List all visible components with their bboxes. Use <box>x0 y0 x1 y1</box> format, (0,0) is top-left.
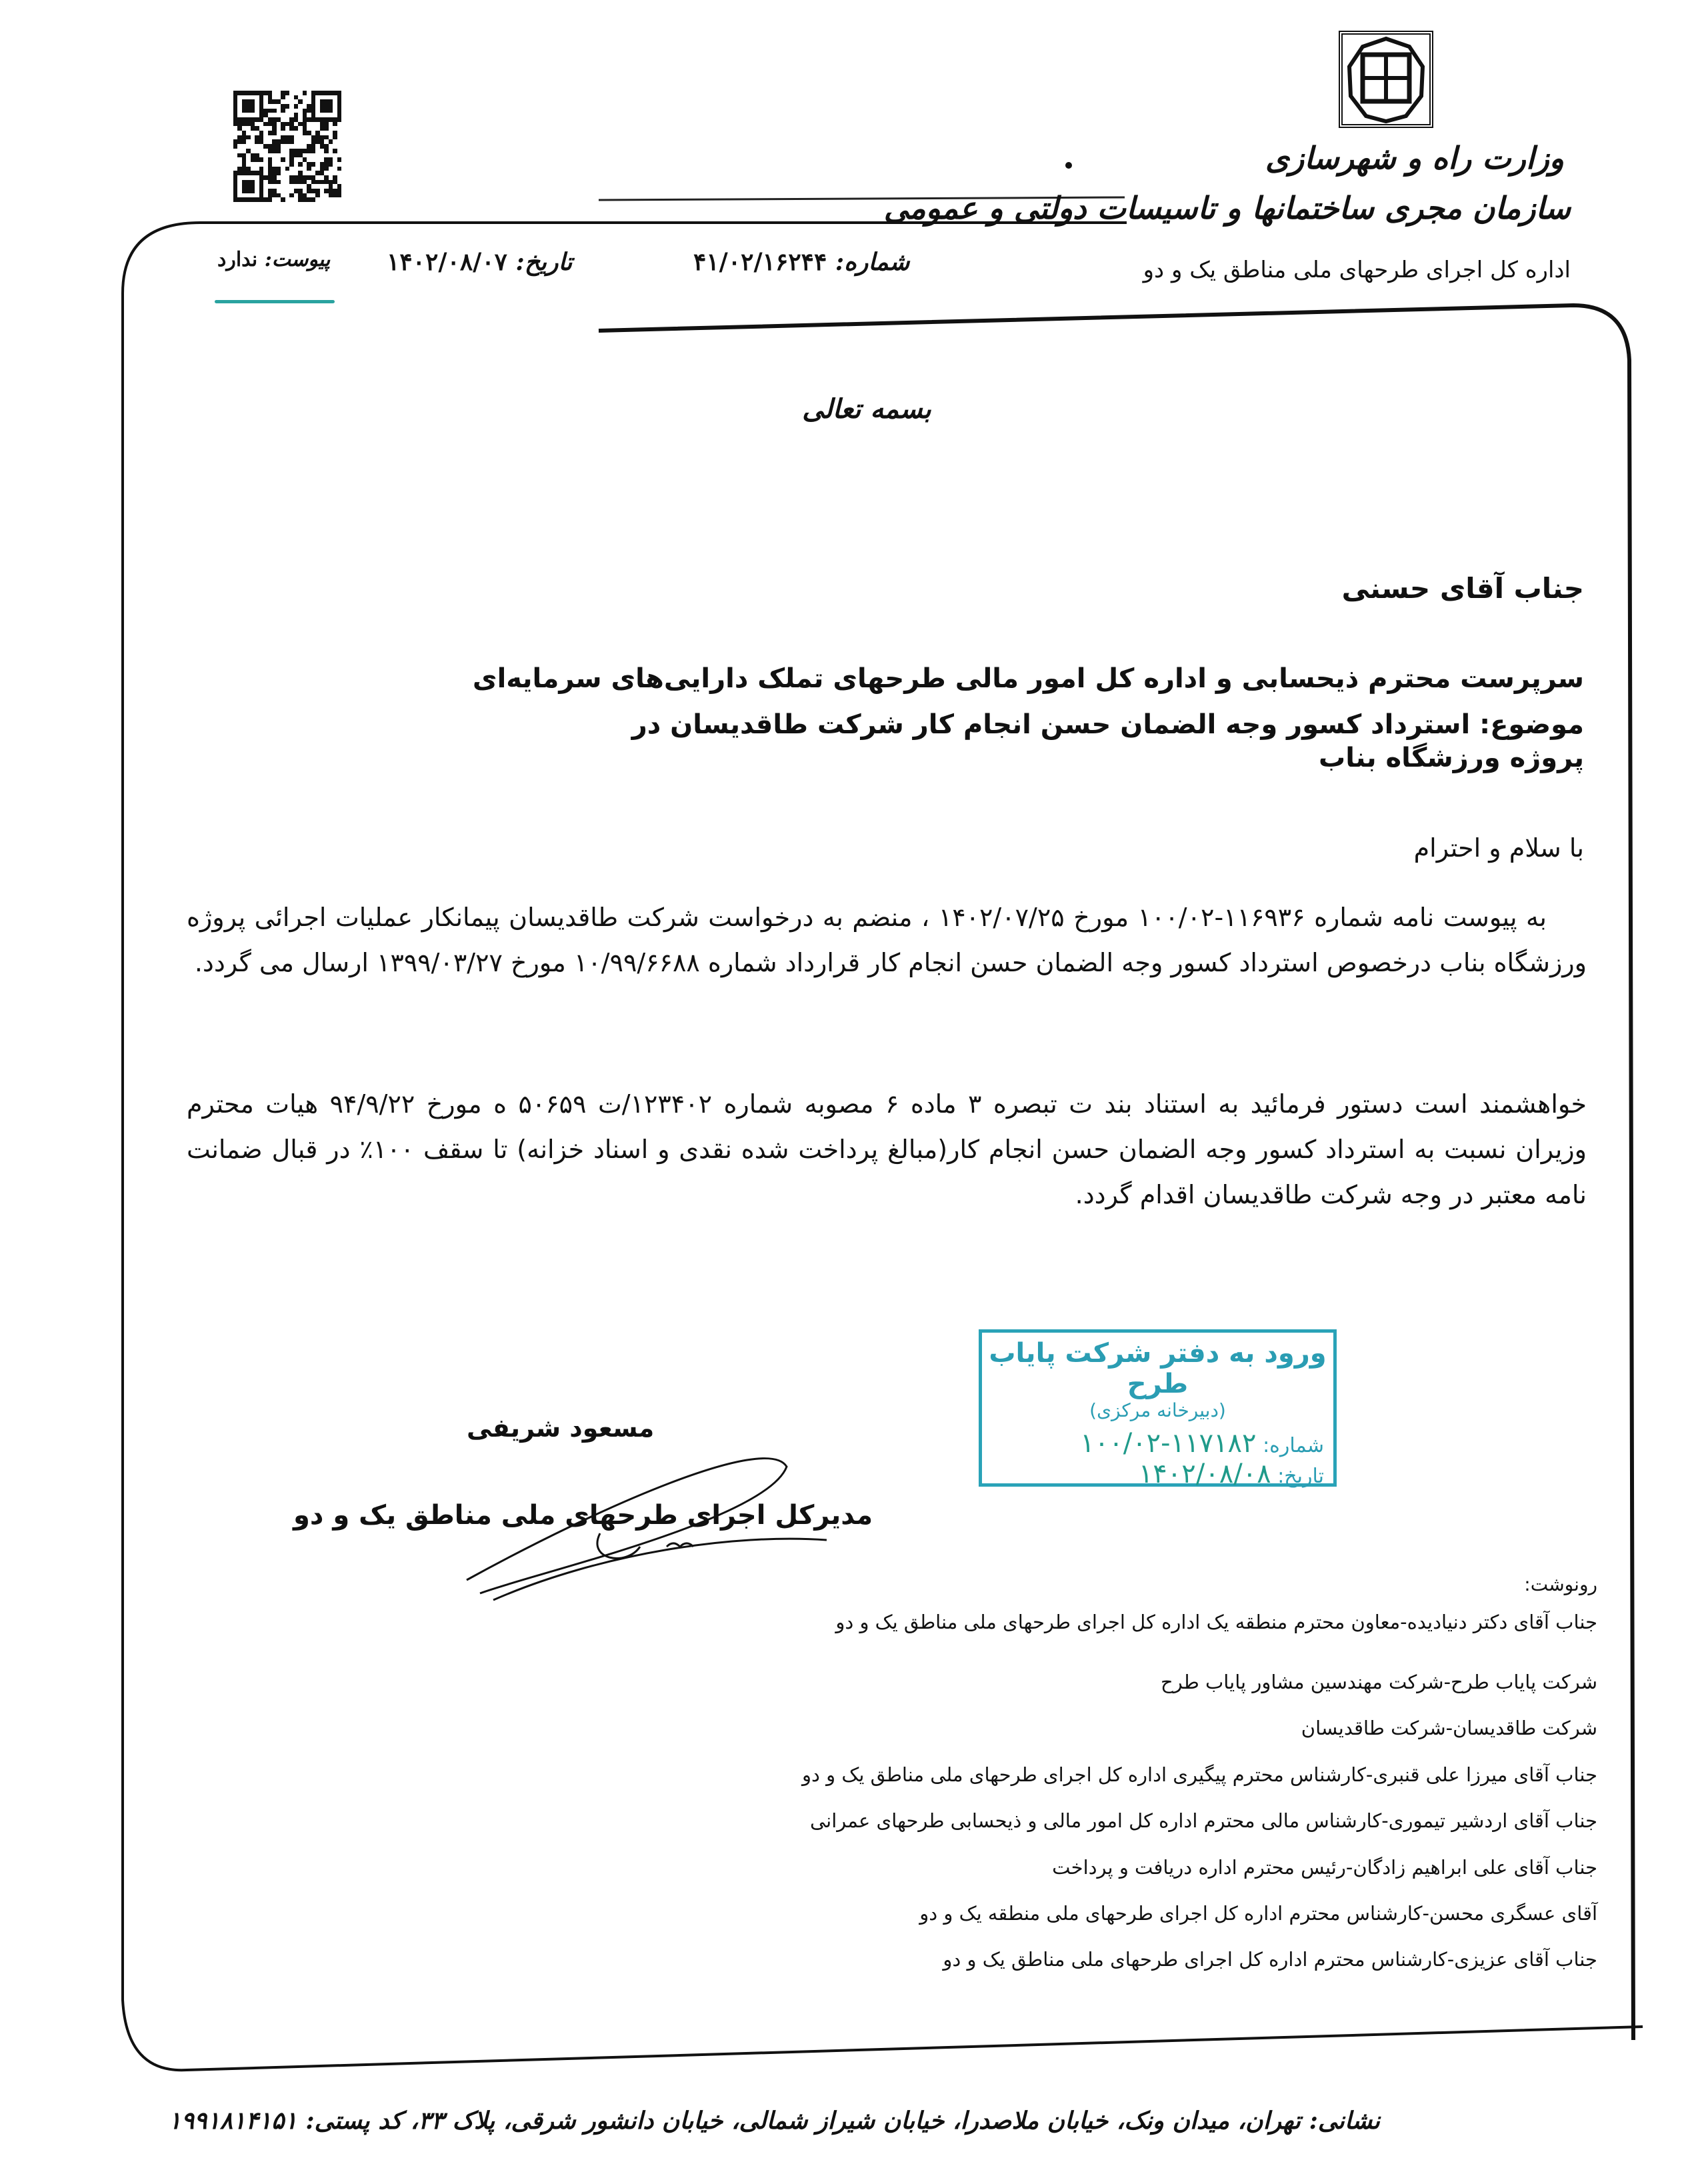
cc-item: شرکت پایاب طرح-شرکت مهندسین مشاور پایاب طرح <box>1160 1671 1597 1693</box>
ministry-logo <box>1339 31 1433 128</box>
cc-item: جناب آقای عزیزی-کارشناس محترم اداره کل اجرای طرحهای ملی مناطق یک و دو <box>943 1948 1597 1971</box>
stamp-title: ورود به دفتر شرکت پایاب طرح <box>989 1338 1327 1399</box>
stamp-date-label: تاریخ: <box>1277 1465 1324 1488</box>
subject: موضوع: استرداد کسور وجه الضمان حسن انجام کار شرکت طاقدیسان در پروژه ورزشگاه بناب <box>631 709 1584 773</box>
number-label: شماره: <box>835 248 910 276</box>
paragraph-1: به پیوست نامه شماره ۱۱۶۹۳۶-۱۰۰/۰۲ مورخ ۱۴۰۲/۰۷/۲۵ ، منضم به درخواست شرکت طاقدیسان پیمانکار عملیات اجرائی پروژه ورزشگاه بناب درخصوص استرداد کسور وجه الضمان حسن انجام کار قرارداد شماره ۱۰/۹۹/۶۶۸۸ مورخ ۱۳۹۹/۰۳/۲۷ ارسال می گردد. <box>187 903 1587 977</box>
cc-item: شرکت طاقدیسان-شرکت طاقدیسان <box>1301 1717 1597 1739</box>
cc-item: آقای عسگری محسن-کارشناس محترم اداره کل اجرای طرحهای ملی منطقه یک و دو <box>919 1902 1597 1925</box>
department-name: اداره کل اجرای طرحهای ملی مناطق یک و دو <box>1143 257 1571 283</box>
letter-attachment <box>217 248 330 271</box>
cc-item: جناب آقای اردشیر تیموری-کارشناس مالی محترم اداره کل امور مالی و ذیحسابی طرحهای عمرانی <box>809 1809 1597 1832</box>
date-value: ۱۴۰۲/۰۸/۰۷ <box>387 248 507 276</box>
ministry-name: وزارت راه و شهرسازی <box>1265 140 1564 176</box>
cc-label: رونوشت: <box>1524 1573 1597 1595</box>
attachment-value: ندارد <box>217 248 258 271</box>
cc-item: جناب آقای علی ابراهیم زادگان-رئیس محترم اداره دریافت و پرداخت <box>1052 1856 1597 1879</box>
letter-date <box>387 248 572 276</box>
stamp-number: ۱۱۷۱۸۲-۱۰۰/۰۲ <box>1080 1428 1257 1459</box>
cc-item: جناب آقای دکتر دنیادیده-معاون محترم منطقه یک اداره کل اجرای طرحهای ملی مناطق یک و دو <box>835 1611 1597 1633</box>
date-label: تاریخ: <box>515 248 573 276</box>
qr-code <box>233 91 341 202</box>
paragraph-2: خواهشمند است دستور فرمائید به استناد بند ت تبصره ۳ ماده ۶ مصوبه شماره ۱۲۳۴۰۲/ت ۵۰۶۵۹ ه مورخ ۹۴/۹/۲۲ هیات محترم وزیران نسبت به استرداد کسور وجه الضمان حسن انجام کار(مبالغ پرداخت شده نقدی و اسناد خزانه) تا سقف ۱۰۰٪ در قبال ضمانت نامه معتبر در وجه شرکت طاقدیسان اقدام گردد. <box>187 1089 1587 1209</box>
organization-name: سازمان مجری ساختمانها و تاسیسات دولتی و عمومی <box>883 190 1571 226</box>
recipient-title: سرپرست محترم ذیحسابی و اداره کل امور مالی طرحهای تملک دارایی‌های سرمایه‌ای <box>472 663 1584 694</box>
footer-address: نشانی: تهران، میدان ونک، خیابان ملاصدرا، خیابان شیراز شمالی، خیابان دانشور شرقی، پلاک ۳۳، کد پستی: ۱۹۹۱۸۱۴۱۵۱ <box>168 2107 1380 2135</box>
greeting: با سلام و احترام <box>1413 833 1584 863</box>
stamp-number-label: شماره: <box>1263 1434 1324 1457</box>
bismillah: بسمه تعالی <box>802 393 931 425</box>
attachment-underline <box>215 300 335 303</box>
recipient-name: جناب آقای حسنی <box>1341 572 1584 605</box>
cc-item: جناب آقای میرزا علی قنبری-کارشناس محترم پیگیری اداره کل اجرای طرحهای ملی مناطق یک و دو <box>802 1763 1597 1786</box>
signatory-title: مدیرکل اجرای طرحهای ملی مناطق یک و دو <box>293 1500 873 1531</box>
number-value: ۴۱/۰۲/۱۶۲۴۴ <box>693 248 827 276</box>
signatory-name: مسعود شریفی <box>467 1413 655 1443</box>
stamp-date: ۱۴۰۲/۰۸/۰۸ <box>1138 1459 1271 1489</box>
received-stamp <box>979 1329 1337 1487</box>
stamp-subtitle: (دبیرخانه مرکزی) <box>1089 1399 1226 1421</box>
letter-number <box>693 248 909 276</box>
attachment-label: پیوست: <box>264 248 331 271</box>
